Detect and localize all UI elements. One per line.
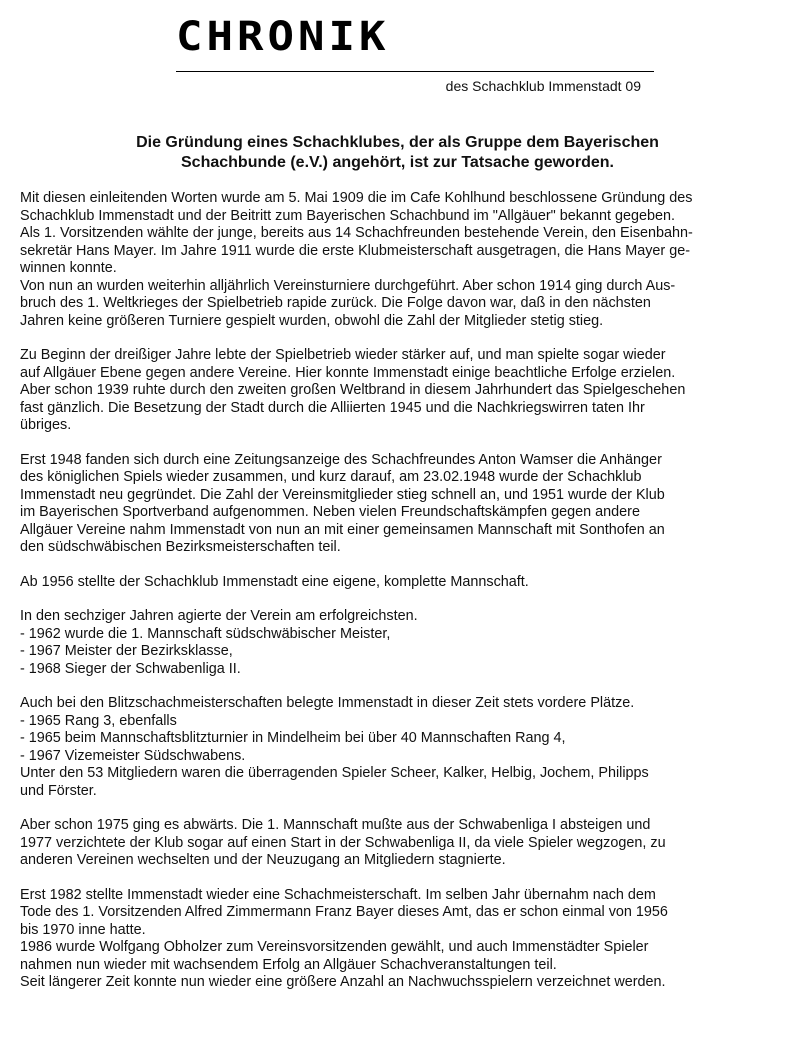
- text-line: Erst 1982 stellte Immenstadt wieder eine Schachmeisterschaft. Im selben Jahr übernahm nach dem: [20, 886, 656, 903]
- text-line: Unter den 53 Mitgliedern waren die überragenden Spieler Scheer, Kalker, Helbig, Jochem, Philipps: [20, 765, 649, 781]
- text-line: bruch des 1. Weltkrieges der Spielbetrieb rapide zurück. Die Folge davon war, daß in den nächsten: [20, 295, 651, 311]
- paragraph: [20, 190, 780, 330]
- text-line: Immenstadt neu gegründet. Die Zahl der Vereinsmitglieder stieg schnell an, und 1951 wurde der Klub: [20, 486, 665, 503]
- text-line: Tode des 1. Vorsitzenden Alfred Zimmermann Franz Bayer dieses Amt, das er schon einmal von 1956: [20, 904, 668, 920]
- text-line: Aber schon 1975 ging es abwärts. Die 1. Mannschaft mußte aus der Schwabenliga I absteigen und: [20, 817, 651, 833]
- paragraph: [20, 608, 780, 678]
- paragraph: [20, 347, 780, 435]
- body-text: [20, 190, 780, 1009]
- club-subtitle: des Schachklub Immenstadt 09: [445, 78, 641, 94]
- text-line: - 1965 Rang 3, ebenfalls: [20, 712, 177, 729]
- text-line: des königlichen Spiels wieder zusammen, und kurz darauf, am 23.02.1948 wurde der Schachklub: [20, 469, 642, 485]
- text-line: winnen konnte.: [20, 260, 117, 276]
- text-line: Auch bei den Blitzschachmeisterschaften belegte Immenstadt in dieser Zeit stets vordere Plätze.: [20, 695, 635, 711]
- text-line: 1977 verzichtete der Klub sogar auf einen Start in der Schwabenliga II, da viele Spieler wegzogen, zu: [20, 834, 666, 851]
- text-line: Ab 1956 stellte der Schachklub Immenstadt eine eigene, komplette Mannschaft.: [20, 573, 529, 590]
- text-line: Mit diesen einleitenden Worten wurde am 5. Mai 1909 die im Cafe Kohlhund beschlossene Gründung des: [20, 190, 693, 206]
- paragraph: [20, 887, 780, 992]
- masthead: [176, 13, 654, 94]
- text-line: In den sechziger Jahren agierte der Verein am erfolgreichsten.: [20, 608, 418, 624]
- text-line: fast gänzlich. Die Besetzung der Stadt durch die Alliierten 1945 und die Nachkriegswirren taten Ihr: [20, 399, 645, 416]
- text-line: Seit längerer Zeit konnte nun wieder eine größere Anzahl an Nachwuchsspielern verzeichnet werden.: [20, 974, 666, 990]
- text-line: auf Allgäuer Ebene gegen andere Vereine. Hier konnte Immenstadt einige beachtliche Erfolge erzielen.: [20, 364, 676, 381]
- text-line: - 1967 Meister der Bezirksklasse,: [20, 643, 233, 659]
- text-line: anderen Vereinen wechselten und der Neuzugang an Mitgliedern stagnierte.: [20, 852, 506, 868]
- text-line: Allgäuer Vereine nahm Immenstadt von nun an mit einer gemeinsamen Mannschaft mit Sonthofen an: [20, 521, 665, 538]
- headline: [40, 133, 755, 173]
- paragraph: [20, 452, 780, 557]
- paragraph: [20, 817, 780, 870]
- text-line: übriges.: [20, 417, 72, 433]
- text-line: im Bayerischen Sportverband aufgenommen. Neben vielen Freundschaftskämpfen gegen andere: [20, 504, 640, 520]
- text-line: - 1968 Sieger der Schwabenliga II.: [20, 660, 241, 677]
- paragraph: [20, 574, 780, 592]
- text-line: und Förster.: [20, 782, 97, 799]
- text-line: - 1965 beim Mannschaftsblitzturnier in Mindelheim bei über 40 Mannschaften Rang 4,: [20, 730, 566, 746]
- headline-line: Schachbunde (e.V.) angehört, ist zur Tatsache geworden.: [181, 154, 614, 171]
- text-line: - 1967 Vizemeister Südschwabens.: [20, 747, 246, 764]
- text-line: nahmen nun wieder mit wachsendem Erfolg an Allgäuer Schachveranstaltungen teil.: [20, 956, 557, 973]
- paragraph: [20, 695, 780, 800]
- text-line: den südschwäbischen Bezirksmeisterschaften teil.: [20, 539, 341, 555]
- text-line: sekretär Hans Mayer. Im Jahre 1911 wurde die erste Klubmeisterschaft ausgetragen, die Hans Mayer ge-: [20, 242, 691, 259]
- text-line: - 1962 wurde die 1. Mannschaft südschwäbischer Meister,: [20, 625, 391, 642]
- text-line: Zu Beginn der dreißiger Jahre lebte der Spielbetrieb wieder stärker auf, und man spielte sogar wieder: [20, 347, 666, 363]
- headline-line: Die Gründung eines Schachklubes, der als Gruppe dem Bayerischen: [136, 134, 659, 151]
- document-title: CHRONIK: [176, 13, 390, 60]
- text-line: bis 1970 inne hatte.: [20, 921, 146, 938]
- text-line: Schachklub Immenstadt und der Beitritt zum Bayerischen Schachbund im "Allgäuer" bekannt gegeben.: [20, 207, 675, 224]
- text-line: Von nun an wurden weiterhin alljährlich Vereinsturniere durchgeführt. Aber schon 1914 ging durch Aus-: [20, 277, 676, 294]
- text-line: Aber schon 1939 ruhte durch den zweiten großen Weltbrand in diesem Jahrhundert das Spielgeschehen: [20, 382, 686, 398]
- text-line: 1986 wurde Wolfgang Obholzer zum Vereinsvorsitzenden gewählt, und auch Immenstädter Spieler: [20, 939, 649, 955]
- text-line: Erst 1948 fanden sich durch eine Zeitungsanzeige des Schachfreundes Anton Wamser die Anhänger: [20, 451, 662, 468]
- title-rule: [176, 71, 654, 72]
- text-line: Jahren keine größeren Turniere gespielt wurden, obwohl die Zahl der Mitglieder stetig stieg.: [20, 312, 604, 329]
- text-line: Als 1. Vorsitzenden wählte der junge, bereits aus 14 Schachfreunden bestehende Verein, den Eisenbahn-: [20, 225, 693, 241]
